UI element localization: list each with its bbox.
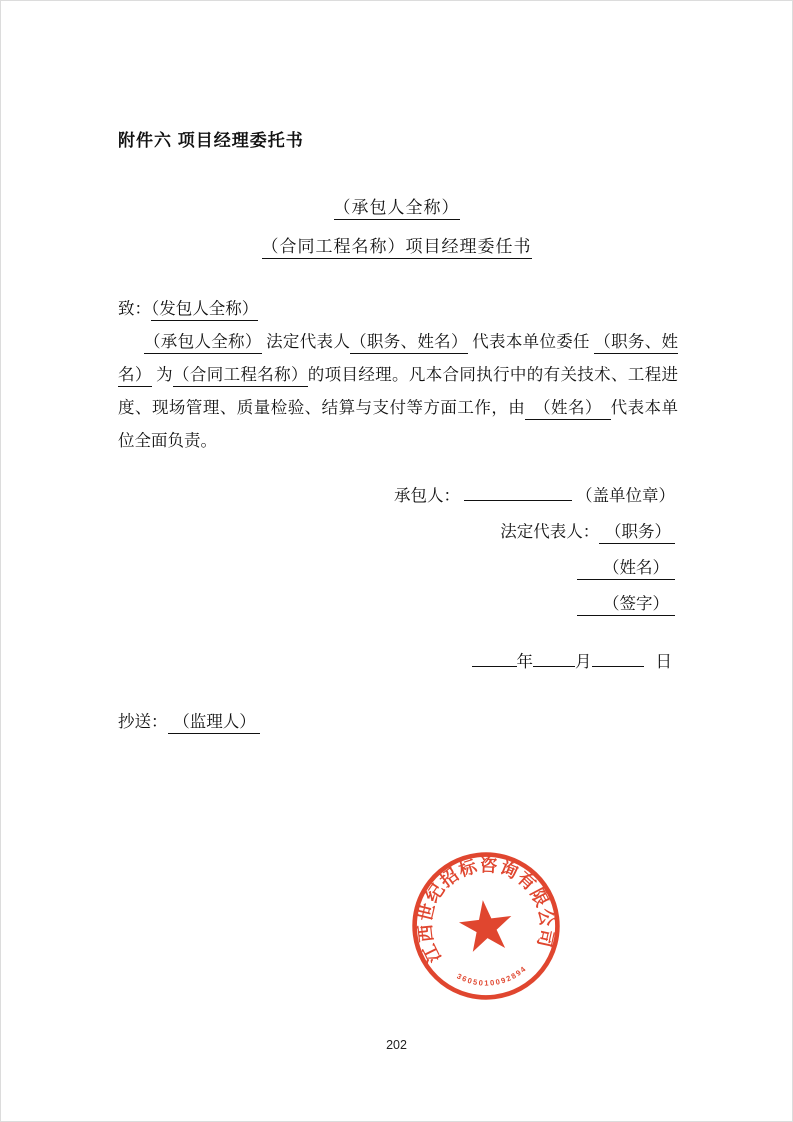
contractor-signature-line [394,478,675,514]
page-number: 202 [386,1038,407,1052]
para-manager-name: （姓名） [525,398,610,420]
month-blank [533,651,575,668]
para-appointee-title-name: （职务、姓名） [118,332,678,387]
title-line-document-name [0,232,793,257]
contractor-label: 承包人： [394,486,460,505]
employer-fullname-placeholder: （发包人全称） [151,299,258,321]
main-paragraph [118,325,678,457]
name-placeholder: （姓名） [577,558,675,580]
document-title-block [0,193,793,271]
legal-rep-line [394,514,675,550]
para-contractor-name: （承包人全称） [144,332,262,354]
cc-supervisor-placeholder: （监理人） [168,712,260,734]
appendix-heading: 附件六 项目经理委托书 [118,131,304,150]
para-legal-rep-title-name: （职务、姓名） [350,332,468,354]
seal-star-icon [457,897,515,953]
day-blank [592,651,644,668]
para-text-3: 为 [151,365,174,384]
company-seal-note: （盖单位章） [576,486,675,505]
document-subtitle: （合同工程名称）项目经理委任书 [262,237,532,259]
seal-registration-number: 3605010092894 [455,963,529,988]
name-line [394,550,675,586]
title-line-contractor [0,193,793,218]
legal-rep-title-placeholder: （职务） [599,522,675,544]
contractor-name-blank [464,485,572,502]
signature-block [394,478,675,622]
date-line [472,648,673,672]
para-text-2: 代表本单位委任 [467,332,595,351]
company-seal [392,832,579,1019]
day-label: 日 [655,652,672,671]
addressee-label: 致： [118,299,151,318]
year-blank [472,651,517,668]
contractor-fullname-placeholder: （承包人全称） [334,198,460,220]
sign-line [394,586,675,622]
para-text-1: 法定代表人 [261,332,351,351]
seal-company-name: 江西世纪招标咨询有限公司 [414,854,558,966]
para-text-4: 的项目经理。凡本合同执行中的有关技术、工程进度、现场管理、质量检验、结算与支付等方面工作，由 [118,365,679,417]
cc-label: 抄送： [118,712,168,731]
addressee-line [118,292,678,325]
para-project-name: （合同工程名称） [173,365,308,387]
signature-placeholder: （签字） [577,594,675,616]
cc-line [118,708,260,732]
para-text-5: 代表本单位全面负责。 [118,398,679,450]
legal-rep-label: 法定代表人： [500,522,600,541]
year-label: 年 [516,652,533,671]
letter-body [118,292,678,457]
month-label: 月 [575,652,592,671]
